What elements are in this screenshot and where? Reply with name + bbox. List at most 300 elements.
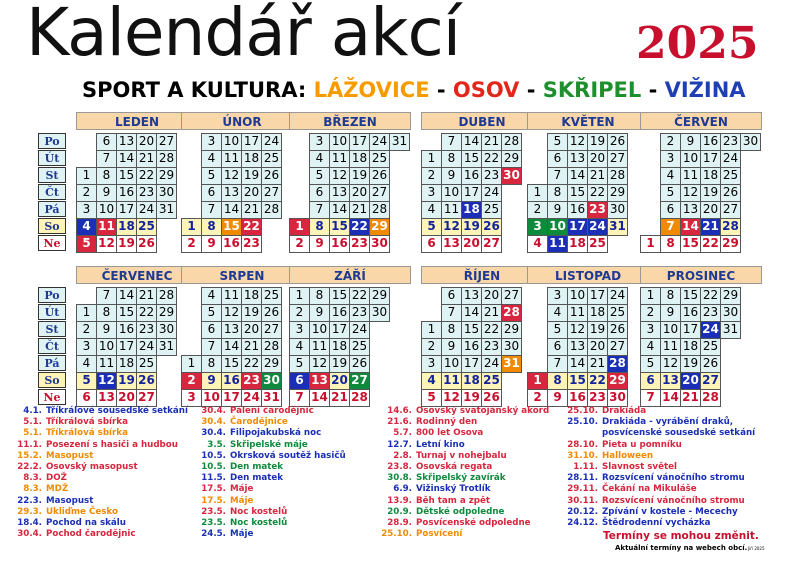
month-květen: [527, 112, 649, 252]
day-cell: 22: [136, 167, 157, 185]
day-cell: [527, 133, 548, 151]
event-entry: [184, 451, 346, 462]
day-cell: [289, 167, 310, 185]
event-date: 15.2.: [17, 450, 42, 461]
day-cell: 24: [481, 184, 502, 202]
day-cell: 29: [156, 167, 177, 185]
legend-column: [556, 406, 755, 529]
day-cell: 10: [547, 218, 568, 236]
day-cell: 6: [76, 389, 97, 407]
day-cell: 20: [349, 184, 370, 202]
day-cell: 14: [680, 218, 701, 236]
day-cell: [740, 218, 761, 236]
day-cell: 5: [421, 389, 442, 407]
event-date: 23.8.: [387, 462, 412, 473]
day-cell: 2: [421, 338, 442, 356]
day-cell: 1: [640, 235, 661, 253]
event-entry: [0, 417, 188, 428]
day-cell: 25: [700, 338, 721, 356]
day-cell: 18: [116, 355, 137, 373]
day-cell: 25: [720, 167, 741, 185]
event-date: 30.4.: [201, 406, 226, 416]
year-label: 2025: [636, 18, 759, 69]
month-name: ČERVEN: [640, 112, 762, 130]
day-cell: 23: [481, 167, 502, 185]
day-cell: 19: [700, 184, 721, 202]
day-cell: 25: [587, 235, 608, 253]
day-cell: [720, 372, 741, 390]
event-entry: [184, 417, 346, 428]
event-date: 25.10.: [567, 406, 598, 416]
event-date: 28.10.: [567, 439, 598, 450]
month-name: LEDEN: [76, 112, 198, 130]
day-cell: 25: [261, 150, 282, 168]
event-date: 2.8.: [393, 450, 412, 461]
day-cell: 29: [369, 218, 390, 236]
day-cell: 18: [329, 338, 350, 356]
day-cell: [389, 218, 410, 236]
day-cell: 2: [76, 321, 97, 339]
event-entry: [0, 440, 188, 451]
day-cell: 9: [441, 338, 462, 356]
day-cell: 7: [640, 389, 661, 407]
day-cell: [156, 355, 177, 373]
day-cell: 15: [461, 150, 482, 168]
day-cell: [369, 355, 390, 373]
month-srpen: [181, 266, 303, 406]
event-entry: [0, 462, 188, 473]
day-cell: 24: [136, 338, 157, 356]
month-červen: [640, 112, 762, 252]
day-cell: 12: [441, 218, 462, 236]
event-entry: [184, 484, 346, 495]
day-cell: [181, 304, 202, 322]
day-cell: 19: [116, 372, 137, 390]
day-cell: 29: [720, 235, 741, 253]
day-cell: [389, 304, 410, 322]
weekday-label: St: [38, 167, 66, 183]
legend-column: [0, 406, 188, 540]
event-date: 24.5.: [201, 529, 226, 540]
event-date: 30.4.: [201, 428, 226, 439]
day-cell: [740, 321, 761, 339]
day-cell: 12: [567, 321, 588, 339]
day-cell: [389, 201, 410, 219]
weekday-label: Ne: [38, 389, 66, 405]
day-cell: [261, 218, 282, 236]
subtitle-part: -: [519, 78, 543, 102]
event-date: 17.5.: [201, 484, 226, 495]
day-cell: 18: [116, 218, 137, 236]
day-cell: 2: [181, 235, 202, 253]
event-name: Tříkrálové sousedské setkání: [46, 406, 188, 416]
day-cell: 8: [441, 150, 462, 168]
day-cell: 21: [349, 201, 370, 219]
day-cell: [740, 372, 761, 390]
day-cell: 10: [221, 133, 242, 151]
day-cell: 23: [349, 235, 370, 253]
day-cell: 6: [309, 184, 330, 202]
subtitle-part: SKŘIPEL: [542, 78, 642, 102]
day-cell: 24: [607, 287, 628, 305]
event-date: 17.5.: [201, 495, 226, 506]
day-cell: 29: [501, 150, 522, 168]
day-cell: 6: [640, 372, 661, 390]
day-cell: 22: [241, 218, 262, 236]
day-cell: [740, 389, 761, 407]
day-cell: 26: [700, 355, 721, 373]
day-cell: 9: [309, 235, 330, 253]
day-cell: 17: [700, 150, 721, 168]
event-entry: [184, 529, 346, 540]
day-cell: 14: [221, 338, 242, 356]
day-cell: 27: [136, 389, 157, 407]
day-cell: 1: [181, 218, 202, 236]
day-cell: 23: [587, 201, 608, 219]
day-cell: [181, 184, 202, 202]
day-cell: 21: [136, 287, 157, 305]
event-entry: [370, 406, 549, 417]
day-cell: 6: [547, 150, 568, 168]
day-cell: 1: [181, 355, 202, 373]
day-cell: 21: [587, 167, 608, 185]
event-entry: [0, 507, 188, 518]
day-cell: 22: [587, 184, 608, 202]
day-cell: [740, 150, 761, 168]
event-date: 30.8.: [387, 473, 412, 484]
event-entry: [556, 518, 755, 529]
weekday-label: Pá: [38, 355, 66, 371]
day-cell: 22: [349, 287, 370, 305]
day-cell: 13: [329, 184, 350, 202]
day-cell: 4: [309, 150, 330, 168]
day-cell: 7: [547, 167, 568, 185]
day-cell: 21: [241, 201, 262, 219]
day-cell: 3: [181, 389, 202, 407]
event-date: 10.5.: [201, 462, 226, 473]
day-cell: 23: [700, 304, 721, 322]
event-entry: [370, 440, 549, 451]
day-cell: 10: [201, 389, 222, 407]
day-cell: 24: [720, 150, 741, 168]
event-date: 31.10.: [567, 450, 598, 461]
day-cell: 1: [527, 184, 548, 202]
month-duben: [421, 112, 543, 252]
day-cell: [289, 184, 310, 202]
event-name: Rozsvícení vánočního stromu: [602, 495, 745, 506]
event-date: 5.1.: [23, 417, 42, 428]
day-cell: 22: [349, 218, 370, 236]
event-date: 21.6.: [387, 417, 412, 428]
day-cell: 7: [201, 338, 222, 356]
day-cell: [527, 167, 548, 185]
event-date: 14.6.: [387, 406, 412, 416]
day-cell: 11: [221, 150, 242, 168]
event-date: 22.2.: [17, 462, 42, 473]
day-cell: 13: [309, 372, 330, 390]
day-cell: 19: [461, 389, 482, 407]
day-cell: 3: [660, 150, 681, 168]
day-cell: 7: [441, 304, 462, 322]
day-cell: 20: [481, 287, 502, 305]
event-name: Pálení čarodějnic: [230, 406, 314, 416]
day-cell: 27: [261, 321, 282, 339]
day-cell: 6: [201, 321, 222, 339]
day-cell: 22: [700, 235, 721, 253]
day-cell: 9: [680, 133, 701, 151]
event-name: Drakiáda: [602, 406, 647, 416]
day-cell: 21: [700, 218, 721, 236]
day-cell: 28: [156, 150, 177, 168]
weekday-label: Pá: [38, 201, 66, 217]
day-cell: 3: [309, 133, 330, 151]
event-entry: [556, 406, 755, 417]
day-cell: [369, 372, 390, 390]
day-cell: 29: [607, 372, 628, 390]
day-cell: 13: [660, 372, 681, 390]
event-date: 25.10.: [381, 529, 412, 540]
day-cell: 2: [660, 133, 681, 151]
day-cell: [720, 355, 741, 373]
day-cell: 25: [261, 287, 282, 305]
day-cell: 10: [680, 150, 701, 168]
day-cell: 17: [461, 355, 482, 373]
event-name: Pochod na skálu: [46, 518, 126, 529]
day-cell: 2: [289, 304, 310, 322]
day-cell: 8: [96, 304, 117, 322]
day-cell: [640, 201, 661, 219]
day-cell: 17: [680, 321, 701, 339]
day-cell: 14: [116, 150, 137, 168]
day-cell: 11: [441, 372, 462, 390]
weekday-column: [38, 287, 66, 406]
day-cell: 13: [441, 235, 462, 253]
day-cell: 16: [116, 321, 137, 339]
day-cell: [640, 218, 661, 236]
event-name: Rozsvícení vánočního stromu: [602, 473, 745, 484]
day-cell: 20: [136, 133, 157, 151]
day-cell: 30: [156, 321, 177, 339]
day-cell: 14: [309, 389, 330, 407]
event-name: Den matek: [230, 473, 284, 484]
weekday-label: Út: [38, 304, 66, 320]
day-cell: [421, 304, 442, 322]
author-credit: Jiří 2025: [748, 546, 765, 551]
day-cell: 21: [587, 355, 608, 373]
day-cell: 31: [261, 389, 282, 407]
day-cell: 6: [289, 372, 310, 390]
day-cell: 17: [241, 133, 262, 151]
day-cell: 7: [309, 201, 330, 219]
weekday-label: St: [38, 321, 66, 337]
event-date: 12.7.: [387, 439, 412, 450]
day-cell: 28: [501, 304, 522, 322]
month-listopad: [527, 266, 649, 406]
event-entry: [184, 440, 346, 451]
day-cell: [389, 372, 410, 390]
day-cell: 9: [201, 235, 222, 253]
day-cell: 27: [700, 372, 721, 390]
day-cell: 23: [136, 321, 157, 339]
event-entry: [184, 496, 346, 507]
day-cell: 3: [527, 218, 548, 236]
event-date: 4.1.: [23, 406, 42, 416]
day-cell: 4: [76, 355, 97, 373]
event-date: 30.4.: [17, 529, 42, 540]
day-cell: 19: [329, 355, 350, 373]
day-cell: [640, 150, 661, 168]
day-cell: 17: [221, 389, 242, 407]
day-cell: 19: [461, 218, 482, 236]
day-cell: 13: [221, 184, 242, 202]
day-cell: 2: [527, 389, 548, 407]
event-entry: [184, 406, 346, 417]
day-cell: 31: [607, 218, 628, 236]
event-name: Osovský masopust: [46, 462, 138, 473]
day-cell: 26: [481, 218, 502, 236]
day-cell: 18: [567, 235, 588, 253]
event-name: Čekání na Mikuláše: [602, 484, 697, 495]
day-cell: [740, 235, 761, 253]
day-cell: 16: [116, 184, 137, 202]
event-date: 8.3.: [23, 484, 42, 495]
day-cell: 7: [547, 355, 568, 373]
event-entry: [0, 451, 188, 462]
day-cell: 1: [640, 287, 661, 305]
subtitle: [82, 78, 746, 102]
day-cell: 23: [136, 184, 157, 202]
day-cell: 11: [96, 355, 117, 373]
day-cell: 16: [461, 338, 482, 356]
day-cell: 18: [587, 304, 608, 322]
day-cell: 21: [680, 389, 701, 407]
day-cell: 29: [261, 355, 282, 373]
day-cell: [501, 184, 522, 202]
day-cell: 12: [309, 355, 330, 373]
day-cell: [720, 338, 741, 356]
day-cell: 29: [607, 184, 628, 202]
event-date: 11.5.: [201, 473, 226, 484]
day-cell: 16: [680, 304, 701, 322]
day-cell: 6: [96, 133, 117, 151]
day-cell: 15: [680, 235, 701, 253]
day-cell: 30: [607, 389, 628, 407]
day-cell: [501, 218, 522, 236]
event-name: Pochod čarodějnic: [46, 529, 136, 540]
day-cell: 18: [680, 338, 701, 356]
event-date: 23.5.: [201, 506, 226, 517]
event-name: Skřipelský zavírák: [416, 473, 506, 484]
day-cell: 3: [289, 321, 310, 339]
day-cell: 6: [421, 235, 442, 253]
day-cell: 28: [607, 167, 628, 185]
day-cell: 8: [660, 235, 681, 253]
day-cell: 10: [567, 287, 588, 305]
day-cell: 4: [547, 304, 568, 322]
day-cell: 23: [349, 304, 370, 322]
day-cell: [389, 389, 410, 407]
event-name: Slavnost světel: [602, 462, 678, 473]
day-cell: 8: [309, 218, 330, 236]
day-cell: 25: [481, 372, 502, 390]
day-cell: 22: [136, 304, 157, 322]
day-cell: 8: [309, 287, 330, 305]
day-cell: 17: [587, 287, 608, 305]
day-cell: 1: [76, 167, 97, 185]
day-cell: 24: [369, 133, 390, 151]
day-cell: 1: [527, 372, 548, 390]
day-cell: 12: [567, 133, 588, 151]
day-cell: [501, 389, 522, 407]
event-date: 20.12.: [567, 506, 598, 517]
day-cell: 17: [116, 201, 137, 219]
day-cell: 12: [221, 304, 242, 322]
day-cell: 11: [309, 338, 330, 356]
day-cell: 26: [136, 235, 157, 253]
day-cell: 24: [261, 133, 282, 151]
day-cell: 18: [461, 201, 482, 219]
day-cell: 8: [441, 321, 462, 339]
update-note: Aktuální termíny na webech obcí.: [615, 544, 748, 552]
day-cell: 22: [481, 150, 502, 168]
day-cell: 2: [421, 167, 442, 185]
day-cell: 19: [241, 304, 262, 322]
month-name: PROSINEC: [640, 266, 762, 284]
day-cell: 7: [96, 150, 117, 168]
day-cell: 15: [567, 372, 588, 390]
change-note: Termíny se mohou změnit.: [603, 530, 759, 542]
day-cell: 11: [329, 150, 350, 168]
day-cell: 28: [156, 287, 177, 305]
day-cell: 2: [527, 201, 548, 219]
day-cell: [156, 235, 177, 253]
day-cell: 15: [461, 321, 482, 339]
day-cell: 21: [136, 150, 157, 168]
event-entry: [370, 451, 549, 462]
day-cell: 20: [241, 321, 262, 339]
day-cell: 13: [221, 321, 242, 339]
event-name: Vižinský Trotlík: [416, 484, 491, 495]
day-cell: 11: [680, 167, 701, 185]
event-name: Posezení s hasiči a hudbou: [46, 439, 178, 450]
day-cell: 24: [587, 218, 608, 236]
day-cell: [76, 150, 97, 168]
day-cell: 2: [640, 304, 661, 322]
event-entry: [370, 518, 549, 529]
day-cell: 16: [221, 235, 242, 253]
day-cell: [181, 150, 202, 168]
day-cell: 14: [461, 304, 482, 322]
day-cell: 28: [349, 389, 370, 407]
event-date: 8.3.: [23, 473, 42, 484]
event-date: 23.5.: [201, 518, 226, 529]
day-cell: 13: [116, 133, 137, 151]
day-cell: 31: [389, 133, 410, 151]
day-cell: 4: [201, 287, 222, 305]
month-name: SRPEN: [181, 266, 303, 284]
day-cell: 3: [201, 133, 222, 151]
day-cell: [156, 389, 177, 407]
event-name: Štědrodenní vycházka: [602, 518, 711, 529]
day-cell: 19: [241, 167, 262, 185]
day-cell: 30: [156, 184, 177, 202]
subtitle-part: -: [429, 78, 453, 102]
day-cell: 10: [441, 355, 462, 373]
day-cell: 4: [421, 201, 442, 219]
day-cell: 14: [329, 201, 350, 219]
day-cell: 15: [221, 355, 242, 373]
day-cell: 3: [421, 355, 442, 373]
